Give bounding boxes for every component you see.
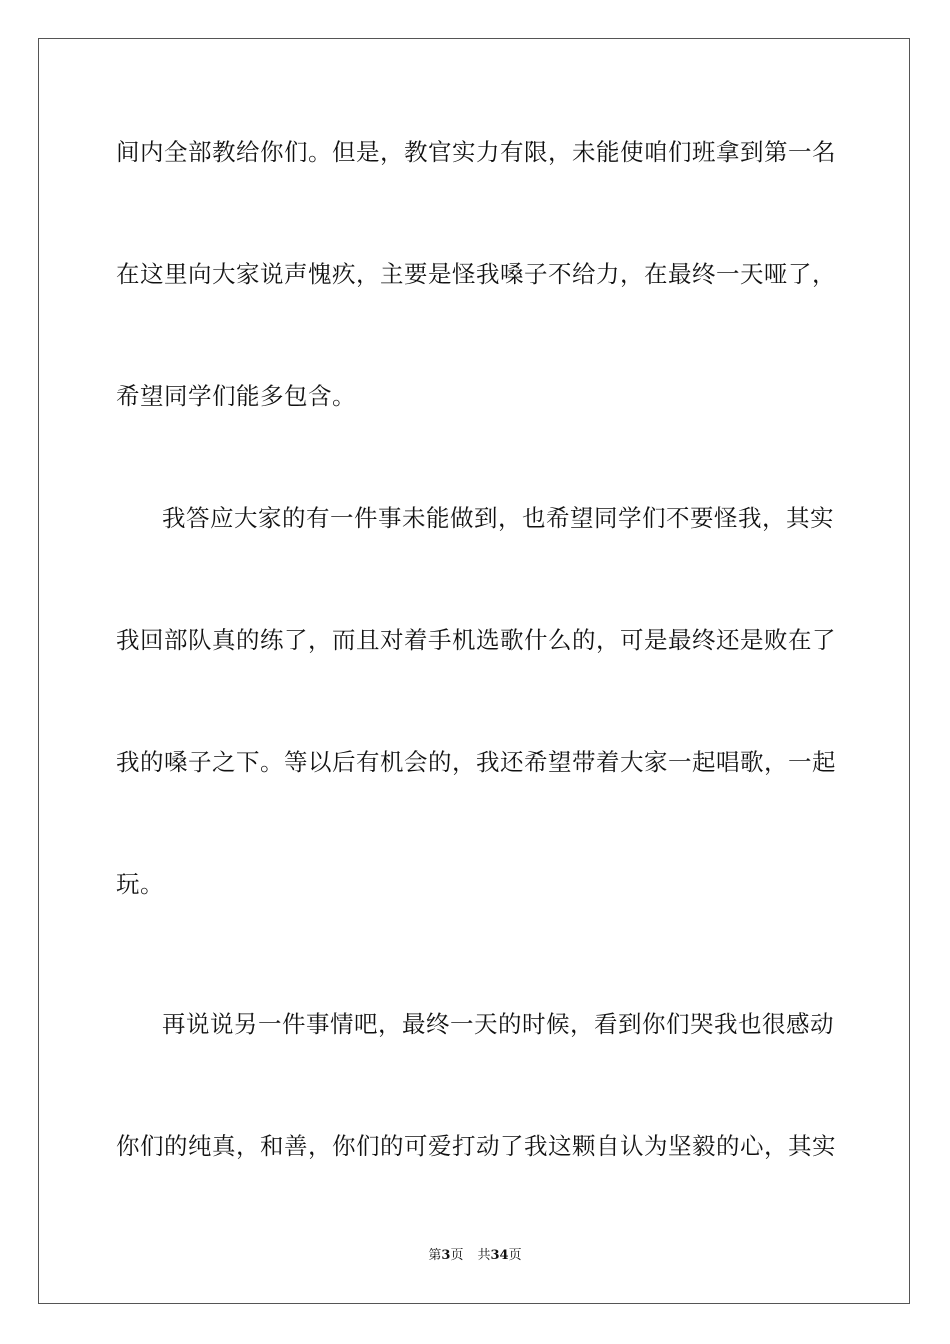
total-suffix: 页 xyxy=(508,1248,522,1263)
body-text-line: 我回部队真的练了，而且对着手机选歌什么的，可是最终还是败在了 xyxy=(116,626,836,654)
page-suffix: 页 xyxy=(450,1248,464,1263)
paragraph-start-line: 再说说另一件事情吧，最终一天的时候，看到你们哭我也很感动 xyxy=(162,1010,834,1038)
body-text-line: 玩。 xyxy=(116,870,164,898)
body-text-line: 你们的纯真，和善，你们的可爱打动了我这颗自认为坚毅的心，其实 xyxy=(116,1132,836,1160)
paragraph-start-line: 我答应大家的有一件事未能做到，也希望同学们不要怪我，其实 xyxy=(162,504,834,532)
body-text-line: 在这里向大家说声愧疚，主要是怪我嗓子不给力，在最终一天哑了， xyxy=(116,260,836,288)
body-text-line: 间内全部教给你们。但是，教官实力有限，未能使咱们班拿到第一名 xyxy=(116,138,836,166)
page-footer xyxy=(0,1247,950,1265)
body-text-line: 希望同学们能多包含。 xyxy=(116,382,356,410)
total-pages: 34 xyxy=(490,1248,509,1263)
page-number: 3 xyxy=(441,1248,451,1263)
page-prefix: 第 xyxy=(428,1248,442,1263)
total-prefix: 共 xyxy=(477,1248,491,1263)
body-text-line: 我的嗓子之下。等以后有机会的，我还希望带着大家一起唱歌，一起 xyxy=(116,748,836,776)
page-border xyxy=(38,38,910,1304)
